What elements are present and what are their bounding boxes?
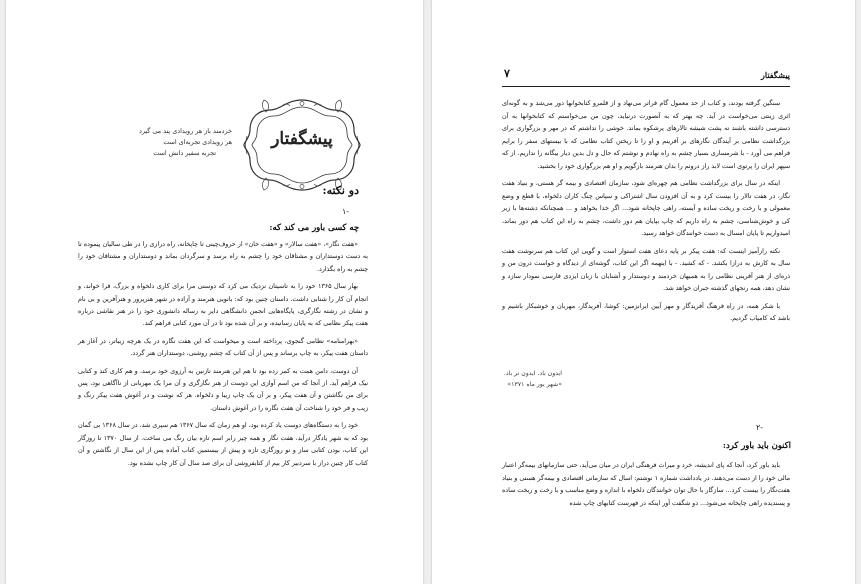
page-number: ۷ xyxy=(504,67,510,80)
running-header-title: پیشگفتار xyxy=(761,70,790,80)
section-heading: دو نکته: xyxy=(322,184,359,197)
section-number: -۱ xyxy=(342,207,349,216)
left-page xyxy=(6,0,423,584)
paragraph: بهار سال ۱۳۶۵ خود را به تاسیتان نزدیک می کرد که دوستی مرا برای کاری دلخواه و بزرگ، فرا خواند، و انجام آن کار را شتابی داشت. داستان چنین بود که: بانویی هنرمند و آزاده در شهر هنرپرور و هنرآفرین و بی نام و نشان در رشته نگارگری، پایگاه‌هایی انجمن دانشگاهی دایر به رساله دانشوری خود را در هنر نقاشی درباره هفت پیکر نظامی که به پایان رسانیده، و بر آن شده بود تا در آن مورد کتابی فراهم کند. xyxy=(78,283,368,328)
signature-line: ایدون باد. ایدون تر باد. xyxy=(503,370,562,377)
paragraph: آن دوست، دامن همت به کمر زده بود تا هم این هنرمند نازنین به آرزوی خود برسد، و هم کاری کند و کتابی نیک فراهم آید. از آنجا که من اسم آوازی این دوست از هنر نگارگری و آن مرا یک مهربانی از ناآگاهی بود، پس برای من نگاشتن و آن هفت پیکر، و بر آن یک چاپ زیبا و دلخواه. هر که نوشت و در آغوش هفت پیکر رنگ و زیب و فر خود را شناخت آن هفت نگاره را در آغوش داستان. xyxy=(78,367,368,412)
paragraph: باید باور کرد، آنجا که پای اندیشه، خرد و میراث فرهنگی ایران در میان می‌آید، حتی سازمانهای بیمه‌گر اعتبار مالی خود را از دست می‌دهند. در یادداشت شماره ۱ نوشتم: اسال که سازمانی اقتصادی و بیمه‌گر هستی و بنیاد هفت‌نگار را بیست کرد... سازگار با حال توان خوانندگان دلخواه با اندازه و وضع مناسب و با رخت و ریخت ساده و پسندیده راهی چاپخانه می‌شود... دو شگفت آور اینکه در فهرست کتابهای چاپ شده xyxy=(502,462,790,507)
right-body-text xyxy=(502,98,790,331)
paragraph: با شکر همه، در راه فرهنگ آفریدگار و مهر آیین ایرانزمین: کوشا، آفریدگار، مهربان و خوشبکار باشیم و باشد که کامیاب گردیم. xyxy=(502,302,790,322)
epigraph xyxy=(100,126,232,159)
running-header xyxy=(502,67,790,87)
paragraph: اینکه در سال برای بزرگداشت نظامی هم چهره‌ای شود، سازمان اقتصادی و بیمه گر هستی، و بنیاد هفت نگار، در هفت تالار را بیست کرد و به آن افزودن سال اشتراکی و سپاس چنگ کاران دلخواه، با قطع و وضع معمولی و با رخت و ریخت ساده و آیسته، راهی چاپخانه شود... اگر خدا بخواهد و ... همچنانکه دشته‌ها با زیر کی و خوش‌شناسی، چشم به راه داریم که چاپ بپایان هم دور داشت، چشم به راه این کتاب هم دور بماند، امیدواریم تا پایان امسال به دست خوانندگان خواهد رسید. xyxy=(502,180,790,237)
left-body-text xyxy=(78,239,368,475)
section2-body-text xyxy=(502,460,790,510)
section-number: -۲ xyxy=(756,423,763,432)
section-heading: اکنون باید باور کرد: xyxy=(722,440,791,450)
paragraph: خود را به دستگاه‌های دوست یاد کرده بود، او هم زمان که سال ۱۳۶۷ هم سپری شد، در سال ۱۳۶۸ بی گمان بود که به شهر یادگار درآید، هفت نگار و همه چیز رابر اسم تازه بیان رنگ می ساخت. از سال ۱۳۷۰ تا روزگار این کتاب، بودن کتابی ساز و نو روزگاری تازه و پیش از بیستمین کتاب آماده پس از این سال از نگاشتن و آن کتاب کار چنین دراز با سردبیر کار بیم از کتابفروشی آن برای صد سال آن کار چاپ نشده بود. xyxy=(78,422,368,467)
preface-title: پیشگفتار xyxy=(271,129,333,149)
epigraph-line: خردمند باز هر رویدادی پند می گیرد xyxy=(138,127,232,135)
paragraph: «بهرامنامه» نظامی گنجوی، پرداخته است و میخواست که این هفت نگاره در یک هرچه زیباتر، در آغاز هر داستان هفت پیکر، به چاپ برساند و پس از آن کتاب که چشم روشنی، دوستداران هنر گردد. xyxy=(78,337,368,358)
paragraph: نکته رازآمیز اینست که: هفت پیکر بر پایه دعای هفت استوار است و گویی این کتاب هم سرنوشت هفت سال به کارش به درازا بکشد. - که کشید. - با اینهمه اگر این کتاب، گوشه‌ای از دیدگاه و خواست درون من و ذره‌ای از هنر آفرینی نظامی را به همیهان خردمند و دوستدار و آشنایان با زبان ایزدی فارسی نمودار سازد و نشان دهد، همه رنجهای گذشته جبران خواهد شد. xyxy=(502,247,790,292)
signature-date: «شهر یور ماه ۱۳۷۱» xyxy=(507,381,562,388)
title-ornament xyxy=(242,96,362,194)
right-page xyxy=(432,0,855,584)
signature-block xyxy=(502,368,562,390)
paragraph: «هفت نگار»، «هفت سالار» و «هفت خان» از حروف‌چینی تا چاپخانه، راه درازی را در طی سالیان پیموده تا به دست دوستداران و مشتاقان خود را چشم به راه برسد و سرگردان بماند و دوستداران و مشتاقان خود را چشم به راه بگذارد. xyxy=(78,241,368,273)
paragraph: سنگین گرفته بودند، و کتاب از حد معمول گام فراتر می‌نهاد و از قلمرو کتابخوانها دور می‌شد و به گونه‌ای اثری زینتی می‌خواست در آید. چه بهتر که به آنصورت درنیاید، چون من می‌خواستم که کتابخوانها به آن دسترسی داشته باشند نه پشت شیشه تالارهای پرشکوه بماند. خوشی را نداشتم که در مهر و بزرگواری برای بزرگداشت نظامی بر آیندگان نگارهای بر آفرینم و او را تا ریختن کتاب نظامی که با بیستهای سفر را برایم فراهم می آورد - با شرمساری بسیار چشم به راه نهادم و نوشتم که حال و دل بدین دیار بیگانه را نداریم. از که سپهر ایران را پرتوی است لابد راز درونم را بدان هنرمند بازگویم و او هم بزرگواری خود را بخشید. xyxy=(502,100,790,170)
section-subheading: چه کسی باور می کند که: xyxy=(269,222,359,232)
epigraph-line: هر رویدادی تجربه‌ای است xyxy=(163,138,232,146)
epigraph-line: تجربه سفیر دانش است xyxy=(153,149,216,157)
